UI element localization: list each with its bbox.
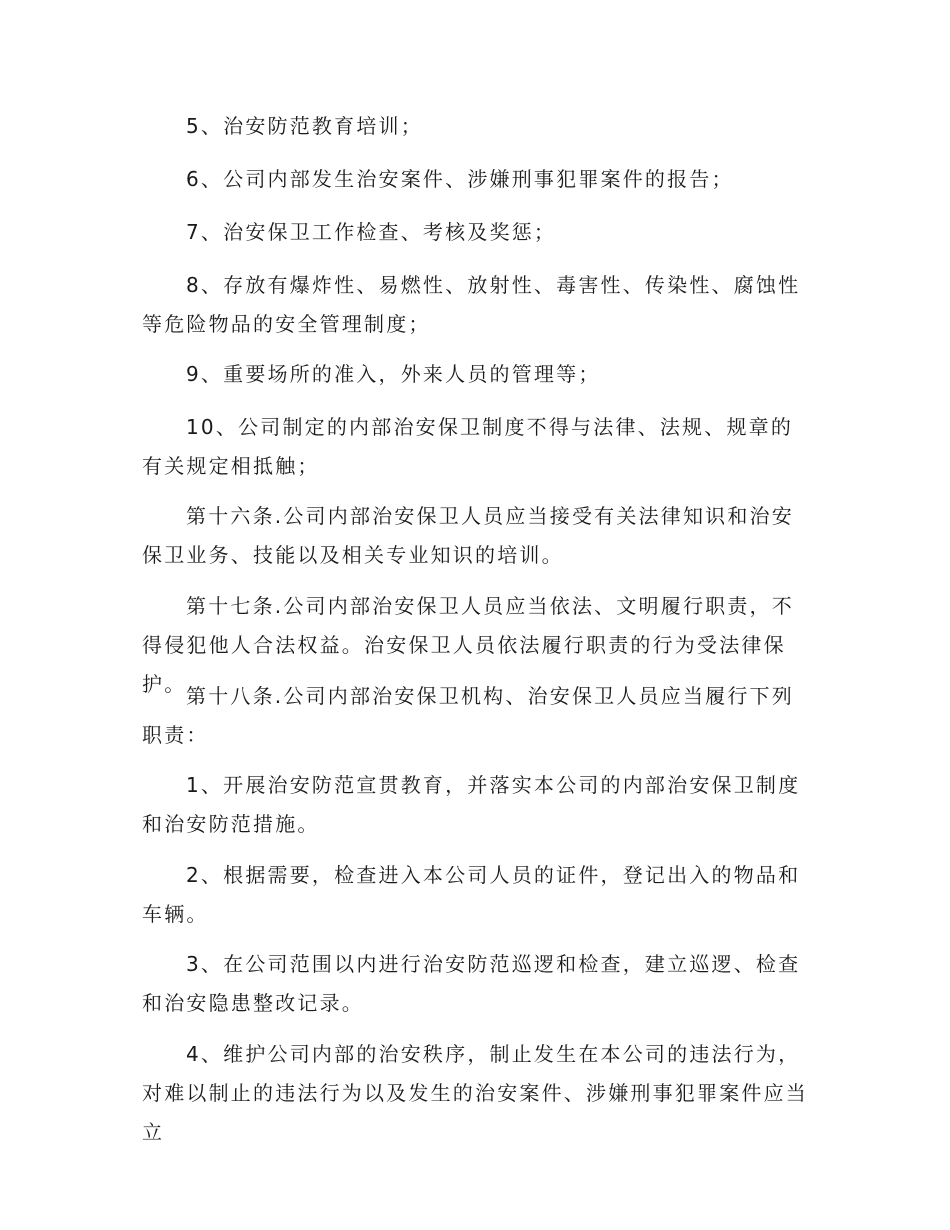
duty-item-3: 3、在公司范围以内进行治安防范巡逻和检查，建立巡逻、检查和治安隐患整改记录。 [142, 952, 801, 1015]
paragraph-item-10: 10、公司制定的内部治安保卫制度不得与法律、法规、规章的有关规定相抵触； [142, 415, 794, 478]
duty-item-2: 2、根据需要，检查进入本公司人员的证件，登记出入的物品和车辆。 [142, 863, 801, 926]
paragraph-item-6: 6、公司内部发生治安案件、涉嫌刑事犯罪案件的报告； [186, 167, 734, 191]
paragraph-item-5: 5、治安防范教育培训； [186, 114, 423, 138]
duty-item-4: 4、维护公司内部的治安秩序，制止发生在本公司的违法行为，对难以制止的违法行为以及发生的治安案件、涉嫌刑事犯罪案件应当立 [142, 1042, 808, 1144]
duty-item-1: 1、开展治安防范宣贯教育，并落实本公司的内部治安保卫制度和治安防范措施。 [142, 773, 801, 836]
paragraph-item-9: 9、重要场所的准入，外来人员的管理等； [186, 362, 601, 386]
paragraph-item-7: 7、治安保卫工作检查、考核及奖惩； [186, 220, 557, 244]
article-17: 第十七条.公司内部治安保卫人员应当依法、文明履行职责，不得侵犯他人合法权益。治安保卫人员依法履行职责的行为受法律保护。 [142, 594, 794, 696]
article-16: 第十六条.公司内部治安保卫人员应当接受有关法律知识和治安保卫业务、技能以及相关专业知识的培训。 [142, 504, 794, 567]
paragraph-item-8: 8、存放有爆炸性、易燃性、放射性、毒害性、传染性、腐蚀性等危险物品的安全管理制度； [142, 273, 801, 336]
article-18: 第十八条.公司内部治安保卫机构、治安保卫人员应当履行下列职责： [142, 684, 794, 747]
